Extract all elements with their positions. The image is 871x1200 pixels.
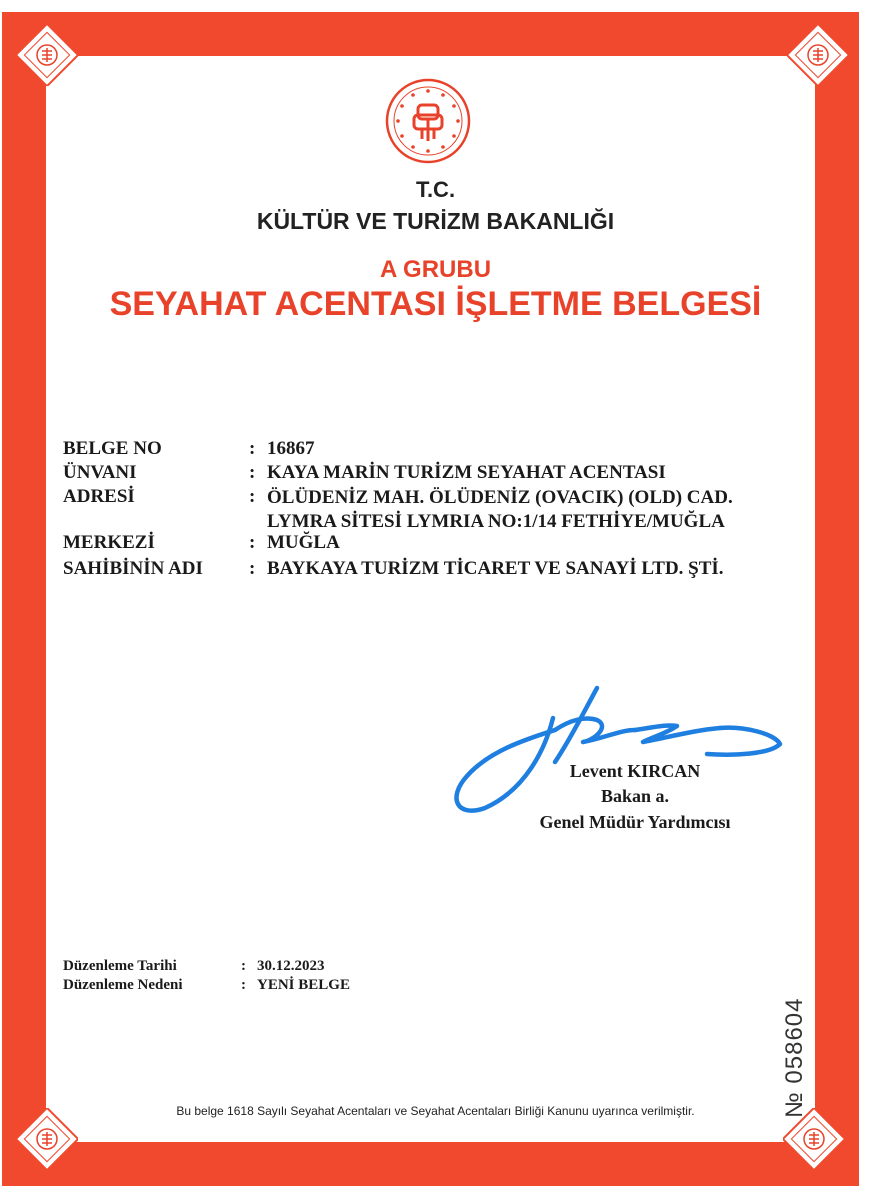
field-label: BELGE NO xyxy=(63,438,162,459)
header-tc: T.C. xyxy=(415,177,456,202)
ministry-emblem-icon xyxy=(384,77,472,165)
legal-footer: Bu belge 1618 Sayılı Seyahat Acentaları ve Seyahat Acentaları Birliği Kanunu uyarınca verilmiştir. xyxy=(176,1104,695,1118)
ministry-name: KÜLTÜR VE TURİZM BAKANLIĞI xyxy=(256,208,615,234)
issue-reason-value: YENİ BELGE xyxy=(257,977,350,993)
field-value: 16867 xyxy=(267,438,315,459)
signer-position: Genel Müdür Yardımcısı xyxy=(539,812,731,832)
field-label: ADRESİ xyxy=(63,486,135,507)
field-colon: : xyxy=(249,558,256,579)
corner-ornament-icon xyxy=(787,24,849,86)
field-merkezi xyxy=(63,532,823,556)
field-colon: : xyxy=(241,977,246,993)
issue-date-row xyxy=(63,958,463,977)
certificate-fields xyxy=(63,438,823,582)
field-colon: : xyxy=(249,438,256,459)
field-label: SAHİBİNİN ADI xyxy=(63,558,203,579)
field-value: BAYKAYA TURİZM TİCARET VE SANAYİ LTD. ŞTİ. xyxy=(267,558,724,579)
field-adresi xyxy=(63,486,823,532)
field-colon: : xyxy=(249,532,256,553)
field-value: KAYA MARİN TURİZM SEYAHAT ACENTASI xyxy=(267,462,666,483)
field-colon: : xyxy=(249,462,256,483)
issue-date-label: Düzenleme Tarihi xyxy=(63,958,177,974)
signer-on-behalf: Bakan a. xyxy=(600,786,670,806)
page-edge xyxy=(859,0,871,1200)
corner-ornament-icon xyxy=(16,24,78,86)
field-label: ÜNVANI xyxy=(63,462,137,483)
issue-info xyxy=(63,958,463,996)
signer-name: Levent KIRCAN xyxy=(569,761,701,781)
certificate-group: A GRUBU xyxy=(379,256,492,283)
issue-reason-row xyxy=(63,977,463,996)
field-unvani xyxy=(63,462,823,486)
field-value xyxy=(267,486,733,534)
issue-reason-label: Düzenleme Nedeni xyxy=(63,977,183,993)
issue-date-value: 30.12.2023 xyxy=(257,958,325,974)
address-line-2: LYMRA SİTESİ LYMRIA NO:1/14 FETHİYE/MUĞLA xyxy=(267,511,725,532)
field-value: MUĞLA xyxy=(267,532,340,553)
field-sahibinin-adi xyxy=(63,558,823,582)
address-line-1: ÖLÜDENİZ MAH. ÖLÜDENİZ (OVACIK) (OLD) CAD. xyxy=(267,487,733,508)
field-colon: : xyxy=(249,486,256,507)
field-belge-no xyxy=(63,438,823,462)
field-colon: : xyxy=(241,958,246,974)
field-label: MERKEZİ xyxy=(63,532,155,553)
serial-number: № 058604 xyxy=(781,997,808,1118)
certificate-title: SEYAHAT ACENTASI İŞLETME BELGESİ xyxy=(109,285,762,323)
